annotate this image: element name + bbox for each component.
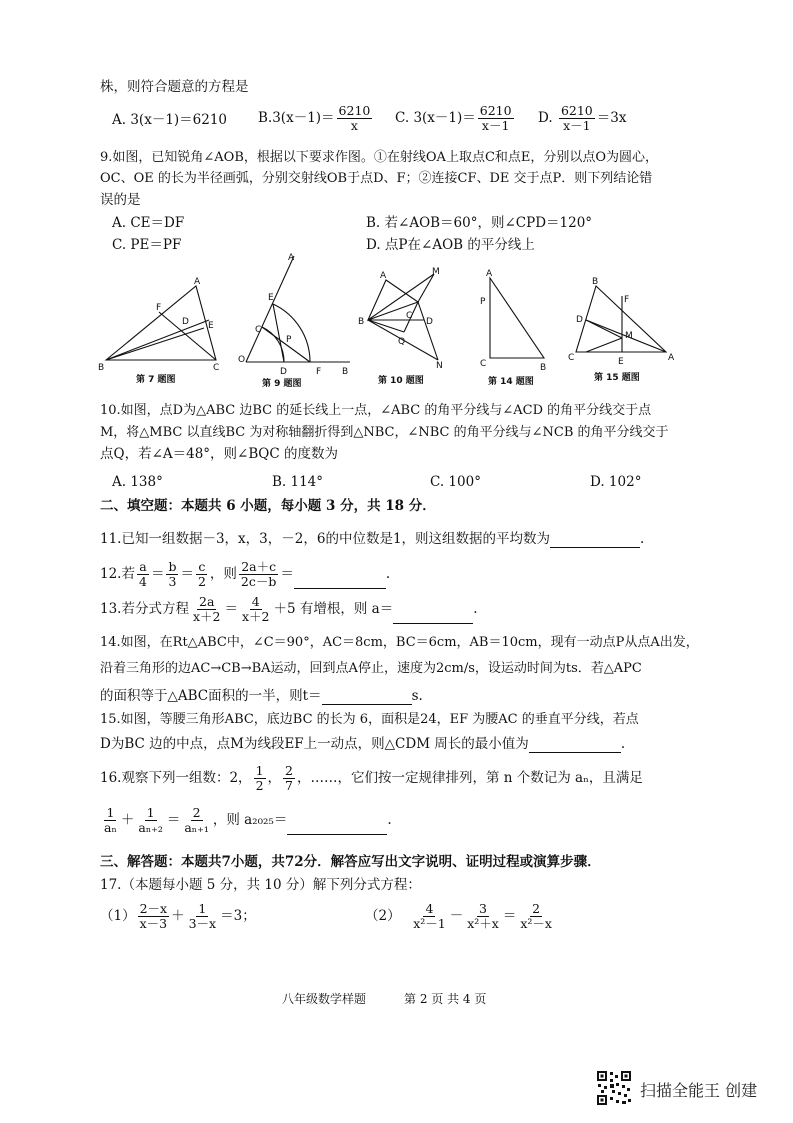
- fig10-label-q: Q: [398, 337, 406, 347]
- footer-subject: 八年级数学样题: [282, 992, 367, 1006]
- q13: 13.若分式方程 $\frac{2a}{x+2}$ ＝ $\frac{4}{x+2}$ ＋5 有增根，则 a＝ .: [100, 594, 478, 624]
- fig9-label-b: B: [342, 367, 349, 377]
- q10-option-a: A. 138°: [112, 474, 163, 490]
- q15-line-1: 15.如图，等腰三角形ABC，底边BC 的长为 6，面积是24，EF 为腰AC 的垂直平分线，若点: [100, 712, 639, 727]
- fig10-label-d: D: [426, 317, 433, 327]
- q16-line-1: 16.观察下列一组数：2， $\frac{1}{2}$ ， $\frac{2}{7}$ ，……，它们按一定规律排列，第 n 个数记为 aₙ，且满足: [100, 763, 643, 793]
- fig9-label-c: C: [255, 325, 262, 335]
- scanner-watermark: [596, 1070, 776, 1110]
- q14-line-2: 沿着三角形的边AC→CB→BA运动，回到点A停止，速度为2cm/s，设运动时间为ts．若△APC: [100, 661, 642, 676]
- fig7-label-f: F: [156, 303, 162, 313]
- q15-answer-blank: [529, 738, 621, 753]
- fig7-label-b: B: [98, 363, 105, 373]
- q14-line-1: 14.如图，在Rt△ABC中，∠C＝90°，AC＝8cm，BC＝6cm，AB＝10cm，现有一动点P从点A出发，: [100, 635, 699, 650]
- fig14-caption: 第 14 题图: [488, 377, 534, 387]
- fig14-label-c: C: [480, 359, 487, 369]
- q17-part-2: （2） $\frac{4}{\text{x²－1}}$ － $\frac{3}{\text{x²＋x}}$ ＝ $\frac{2}{\text{x²－x}}$: [365, 901, 552, 931]
- figure-7: [96, 272, 231, 387]
- q14-line-3: 的面积等于△ABC面积的一半，则t＝ s.: [100, 688, 423, 704]
- section-3-heading: 三、解答题：本题共7小题，共72分．解答应写出文字说明、证明过程或演算步骤．: [100, 854, 601, 870]
- q9-option-b: B. 若∠AOB＝60°，则∠CPD＝120°: [366, 215, 593, 231]
- fig15-label-d: D: [576, 315, 583, 325]
- q8-option-c: C. 3(x－1)＝ $\frac{6210}{x-1}$: [395, 103, 512, 133]
- q8-option-a: A. 3(x－1)＝6210: [112, 112, 228, 128]
- fig7-label-c: C: [213, 363, 220, 373]
- fig9-label-f: F: [316, 367, 322, 377]
- q14-answer-blank: [322, 690, 412, 705]
- q9-line-2: OC、OE 的长为半径画弧，分别交射线OB于点D、F；②连接CF、DE 交于点P．则下列结论错: [100, 171, 653, 186]
- qr-code-icon: [596, 1070, 632, 1106]
- q10-line-2: M，将△MBC 以直线BC 为对称轴翻折得到△NBC，∠NBC 的角平分线与∠NCB 的角平分线交于: [100, 425, 669, 440]
- figure-15: [566, 272, 681, 387]
- fig9-label-d: D: [280, 367, 287, 377]
- q10-option-b: B. 114°: [272, 474, 324, 490]
- fig15-label-f: F: [624, 295, 630, 305]
- q9-option-c: C. PE＝PF: [112, 237, 182, 253]
- fig10-label-b: B: [358, 317, 365, 327]
- fig9-caption: 第 9 题图: [262, 379, 302, 389]
- watermark-text: 扫描全能王 创建: [640, 1081, 758, 1100]
- q11: 11.已知一组数据－3，x，3，－2，6的中位数是1，则这组数据的平均数为 .: [100, 531, 645, 547]
- q11-answer-blank: [550, 533, 640, 548]
- fig10-label-m: M: [432, 267, 440, 277]
- q10-option-d: D. 102°: [590, 474, 642, 490]
- fig14-label-a: A: [486, 269, 493, 279]
- q17-intro: 17.（本题每小题 5 分，共 10 分）解下列分式方程：: [100, 877, 421, 893]
- fig15-label-a: A: [668, 353, 675, 363]
- q10-line-1: 10.如图，点D为△ABC 边BC 的延长线上一点，∠ABC 的角平分线与∠ACD 的角平分线交于点: [100, 403, 652, 418]
- fig15-label-e: E: [618, 357, 624, 367]
- section-2-heading: 二、填空题：本题共 6 小题，每小题 3 分，共 18 分．: [100, 498, 436, 514]
- q8-tail: 株，则符合题意的方程是: [100, 79, 249, 95]
- fig7-label-a: A: [194, 277, 201, 287]
- fig7-label-d: D: [182, 317, 189, 327]
- footer-page-number: 第 2 页 共 4 页: [404, 992, 487, 1006]
- fig9-label-a: A: [288, 253, 295, 263]
- fig14-label-b: B: [540, 363, 547, 373]
- q8-option-b: B.3(x－1)＝ $\frac{6210}{x}$: [258, 103, 371, 133]
- fig15-label-b: B: [592, 277, 599, 287]
- q9-line-1: 9.如图，已知锐角∠AOB，根据以下要求作图。①在射线OA上取点C和点E，分别以点O为圆心，: [100, 150, 659, 165]
- q16-line-2: $\frac{1}{\text{aₙ}}$ ＋ $\frac{1}{\text{aₙ₊₂}}$ ＝ $\frac{2}{\text{aₙ₊₁}}$ ，则 a₂₀₂₅＝ .: [104, 805, 392, 835]
- figure-10: [356, 262, 456, 387]
- q17-part-1: （1） $\frac{2-x}{x-3}$ ＋ $\frac{1}{3-x}$ ＝3；: [100, 901, 256, 931]
- fig7-caption: 第 7 题图: [136, 375, 176, 385]
- fig10-label-n: N: [436, 361, 443, 371]
- fig10-caption: 第 10 题图: [378, 376, 424, 386]
- fig14-label-p: P: [480, 297, 486, 307]
- figure-14: [474, 266, 564, 388]
- fig10-label-c: C: [406, 311, 413, 321]
- q15-line-2: D为BC 边的中点，点M为线段EF上一动点，则△CDM 周长的最小值为 .: [100, 736, 626, 752]
- q9-line-3: 误的是: [100, 192, 141, 208]
- fig10-label-a: A: [380, 271, 387, 281]
- q16-answer-blank: [287, 820, 387, 835]
- fig15-label-c: C: [568, 353, 575, 363]
- q9-option-a: A. CE＝DF: [112, 215, 185, 231]
- figure-9: [232, 250, 352, 390]
- q12: 12.若 $\frac{a}{4}$ ＝ $\frac{b}{3}$ ＝ $\frac{c}{2}$ ，则 $\frac{2a+c}{2c-b}$ ＝ .: [100, 559, 391, 589]
- fig15-label-m: M: [625, 331, 633, 341]
- q10-option-c: C. 100°: [430, 474, 481, 490]
- q8-option-d: D. $\frac{6210}{x-1}$ ＝3x: [538, 103, 627, 133]
- q13-answer-blank: [393, 609, 473, 624]
- fig9-label-p: P: [286, 335, 292, 345]
- q9-option-d: D. 点P在∠AOB 的平分线上: [366, 237, 535, 253]
- fig15-caption: 第 15 题图: [594, 373, 640, 383]
- fig9-label-o: O: [238, 355, 246, 365]
- q12-answer-blank: [294, 574, 386, 589]
- fig9-label-e: E: [268, 293, 274, 303]
- fig7-label-e: E: [208, 321, 214, 331]
- q10-line-3: 点Q，若∠A＝48°，则∠BQC 的度数为: [100, 446, 338, 462]
